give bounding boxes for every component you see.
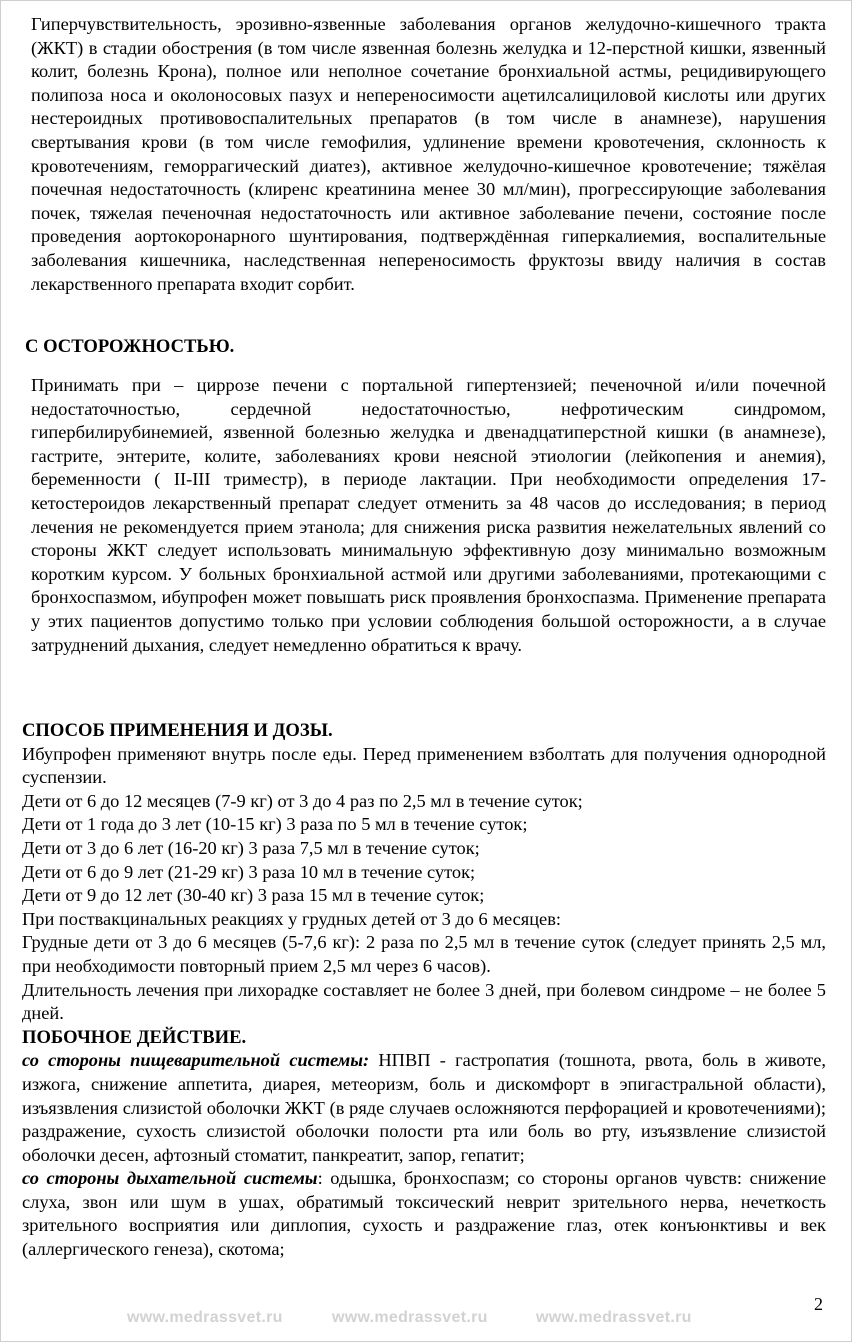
- dose-line: Дети от 9 до 12 лет (30-40 кг) 3 раза 15 мл в течение суток;: [22, 885, 485, 906]
- caution-section: [22, 335, 826, 359]
- respiratory-label: со стороны дыхательной системы: [22, 1168, 318, 1189]
- dosage-heading: СПОСОБ ПРИМЕНЕНИЯ И ДОЗЫ.: [22, 720, 333, 741]
- caution-body: [22, 374, 826, 657]
- dose-line: Дети от 3 до 6 лет (16-20 кг) 3 раза 7,5 мл в течение суток;: [22, 837, 480, 858]
- digestive-effects-paragraph: [22, 1049, 826, 1167]
- dose-line: Дети от 6 до 9 лет (21-29 кг) 3 раза 10 мл в течение суток;: [22, 861, 476, 882]
- vaccine-intro: При поствакцинальных реакциях у грудных детей от 3 до 6 месяцев:: [22, 908, 562, 929]
- watermark-link[interactable]: www.medrassvet.ru: [127, 1309, 283, 1326]
- contraindications-paragraph: Гиперчувствительность, эрозивно-язвенные заболевания органов желудочно-кишечного тракта (ЖКТ) в стадии обострения (в том числе язвенная болезнь желудка и 12-перстной кишки, язвенный колит, болезнь Крона), полное или неполное сочетание бронхиальной астмы, рецидивирующего полипоза носа и околоносовых пазух и непереносимости ацетилсалициловой кислоты или других нестероидных противовоспалительных препаратов (в том числе в анамнезе), нарушения свертывания крови (в том числе гемофилия, удлинение времени кровотечения, склонность к кровотечениям, геморрагический диатез), активное желудочно-кишечное кровотечение; тяжёлая почечная недостаточность (клиренс креатинина менее 30 мл/мин), прогрессирующие заболевания почек, тяжелая печеночная недостаточность или активное заболевание печени, состояние после проведения аортокоронарного шунтирования, подтверждённая гиперкалиемия, воспалительные заболевания кишечника, наследственная непереносимость фруктозы ввиду наличия в состав лекарственного препарата входит сорбит.: [31, 14, 826, 294]
- dosage-section: [22, 719, 826, 1262]
- digestive-text: НПВП - гастропатия (тошнота, рвота, боль в животе, изжога, снижение аппетита, диарея, метеоризм, боль и дискомфорт в эпигастральной области), изъязвления слизистой оболочки ЖКТ (в ряде случаев осложняются перфорацией и кровотечениями); раздражение, сухость слизистой оболочки полости рта или боль во рту, изъязвление слизистой оболочки десен, афтозный стоматит, панкреатит, запор, гепатит;: [22, 1050, 827, 1165]
- digestive-label: со стороны пищеварительной системы:: [22, 1050, 370, 1071]
- watermark-link[interactable]: www.medrassvet.ru: [536, 1309, 692, 1326]
- infants-dose: Грудные дети от 3 до 6 месяцев (5-7,6 кг): 2 раза по 2,5 мл в течение суток (следует принять 2,5 мл, при необходимости повторный прием 2,5 мл через 6 часов).: [22, 932, 826, 976]
- treatment-duration: Длительность лечения при лихорадке составляет не более 3 дней, при болевом синдроме – не более 5 дней.: [22, 979, 826, 1024]
- dose-line: Дети от 6 до 12 месяцев (7-9 кг) от 3 до 4 раз по 2,5 мл в течение суток;: [22, 790, 583, 811]
- contraindications-section: [22, 13, 826, 296]
- respiratory-effects-paragraph: [22, 1167, 826, 1261]
- dosage-intro: Ибупрофен применяют внутрь после еды. Перед применением взболтать для получения однородной суспензии.: [22, 743, 826, 788]
- caution-heading: С ОСТОРОЖНОСТЬЮ.: [25, 336, 235, 357]
- page-number: 2: [814, 1294, 823, 1314]
- watermark-link[interactable]: www.medrassvet.ru: [332, 1309, 488, 1326]
- side-effects-heading: ПОБОЧНОЕ ДЕЙСТВИЕ.: [22, 1026, 247, 1048]
- dose-line: Дети от 1 года до 3 лет (10-15 кг) 3 раза по 5 мл в течение суток;: [22, 814, 528, 835]
- respiratory-text: : одышка, бронхоспазм; со стороны органов чувств: снижение слуха, звон или шум в ушах, обратимый токсический неврит зрительного нерва, нечеткость зрительного восприятия или диплопия, сухость и раздражение глаз, отек конъюнктивы и век (аллергического генеза), скотома;: [22, 1168, 827, 1260]
- caution-paragraph: Принимать при – циррозе печени с портальной гипертензией; печеночной и/или почечной недостаточностью, сердечной недостаточностью, нефротическим синдромом, гипербилирубинемией, язвенной болезнью желудка и двенадцатиперстной кишки (в анамнезе), гастрите, энтерите, колите, заболеваниях крови неясной этиологии (лейкопения и анемия), беременности ( II-III триместр), в периоде лактации. При необходимости определения 17-кетостероидов лекарственный препарат следует отменить за 48 часов до исследования; в период лечения не рекомендуется прием этанола; для снижения риска развития нежелательных явлений со стороны ЖКТ следует использовать минимальную эффективную дозу минимально возможным коротким курсом. У больных бронхиальной астмой или другими заболеваниями, протекающими с бронхоспазмом, ибупрофен может повышать риск проявления бронхоспазма. Применение препарата у этих пациентов допустимо только при условии соблюдения большой осторожности, а в случае затруднений дыхания, следует немедленно обратиться к врачу.: [31, 375, 826, 655]
